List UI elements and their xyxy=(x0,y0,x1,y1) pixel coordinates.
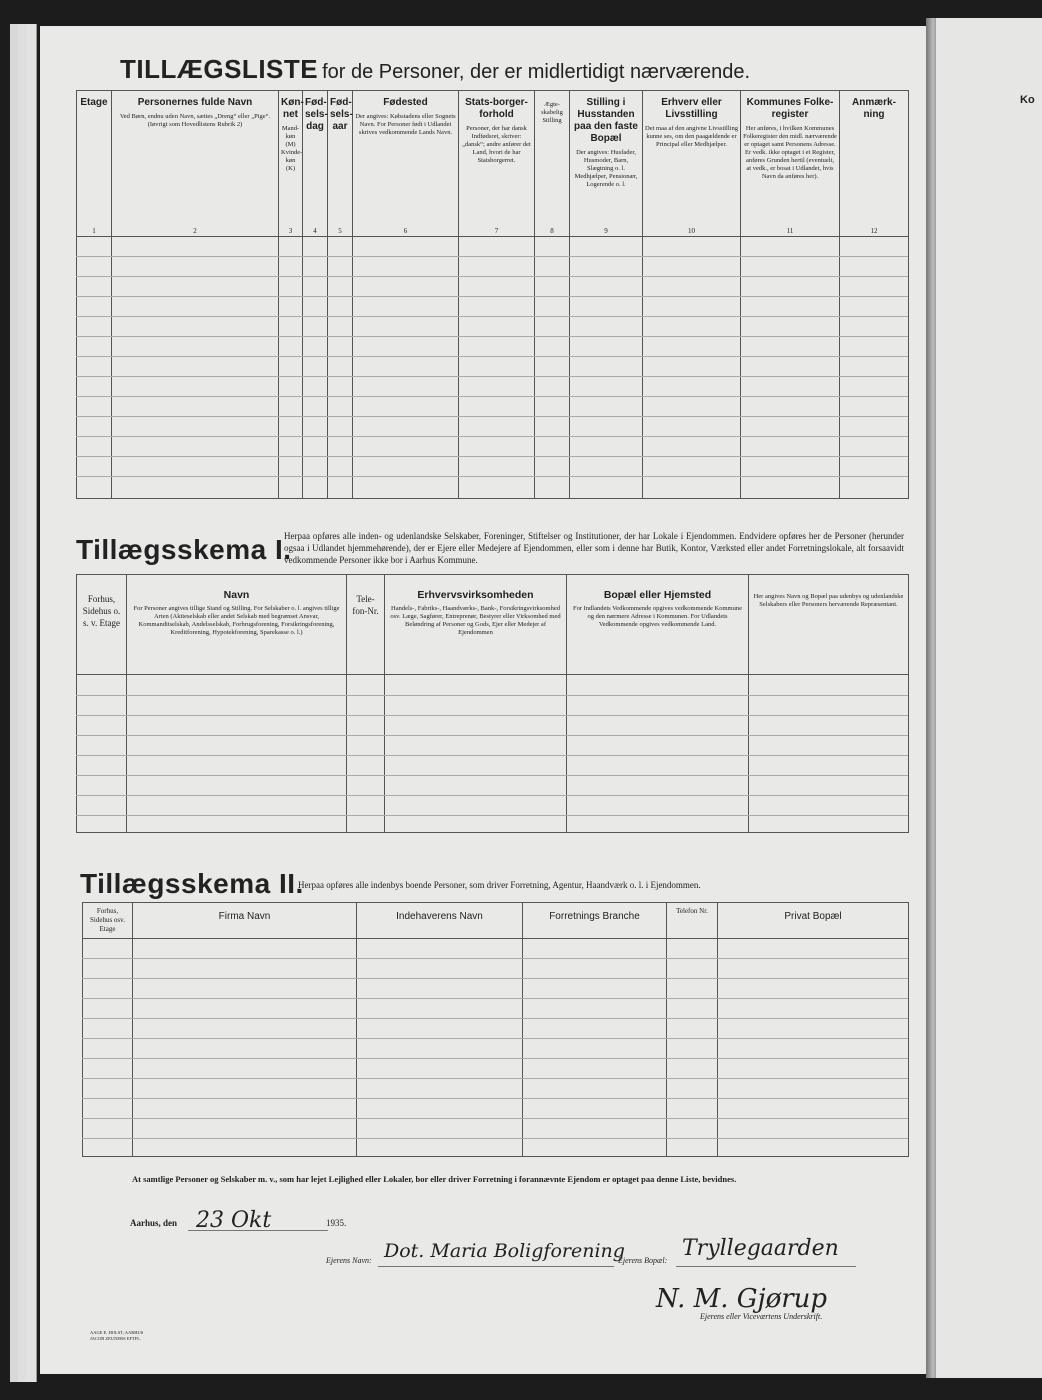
footer-statement: At samtlige Personer og Selskaber m. v., som har lejet Lejlighed eller Lokaler, bor eller driver Forretning i forannævnte Ejendom er optaget paa denne Liste, bevidnes. xyxy=(132,1174,737,1184)
skema1-body-cell[interactable] xyxy=(749,675,909,833)
ruled-line xyxy=(82,958,908,959)
ruled-line xyxy=(82,1098,908,1099)
ruled-line xyxy=(76,396,908,397)
list-title xyxy=(120,54,750,85)
skema2-body-cell[interactable] xyxy=(718,939,909,1157)
list-col-note: Ægte-skabelig Stilling xyxy=(541,101,563,124)
skema2-title: Tillægsskema II. xyxy=(80,868,304,899)
list-header-col-5 xyxy=(328,91,353,237)
skema2-header-col-3 xyxy=(357,903,523,939)
list-col-note: Der angives: Købstadens eller Sognets Navn. For Personer født i Udlandet skrives vedkommende Lands Navn. xyxy=(355,113,456,136)
skema1-header-col-6 xyxy=(749,575,909,675)
ruled-line xyxy=(76,476,908,477)
skema1-body-cell[interactable] xyxy=(567,675,749,833)
list-header-col-9 xyxy=(570,91,643,237)
list-header-col-10 xyxy=(643,91,741,237)
skema1-col-note: Tele-fon-Nr. xyxy=(352,594,379,616)
ruled-line xyxy=(76,815,908,816)
skema2-col-title: Telefon Nr. xyxy=(676,907,708,915)
skema2-header-col-5 xyxy=(667,903,718,939)
right-page xyxy=(936,18,1042,1378)
list-col-number: 8 xyxy=(550,227,554,235)
skema2-body-cell[interactable] xyxy=(523,939,667,1157)
list-col-title: Fød-sels-aar xyxy=(330,97,353,132)
list-header-col-8 xyxy=(535,91,570,237)
list-header-col-1 xyxy=(77,91,112,237)
ruled-line xyxy=(82,1118,908,1119)
ruled-line xyxy=(76,775,908,776)
skema1-col-title: Bopæl eller Hjemsted xyxy=(603,589,712,601)
skema1-body-cell[interactable] xyxy=(77,675,127,833)
list-col-note: Ved Børn, endnu uden Navn, sættes „Dreng“ eller „Pige“. (Iøvrigt som Hovedlistens Rubrik 2) xyxy=(119,113,271,128)
skema2-col-title: Forhus, Sidehus osv. Etage xyxy=(90,907,125,933)
ruled-line xyxy=(76,356,908,357)
ruled-line xyxy=(76,376,908,377)
list-header-col-2 xyxy=(112,91,279,237)
skema2-col-title: Firma Navn xyxy=(218,911,271,922)
list-col-number: 1 xyxy=(92,227,96,235)
skema1-col-note: For Indlandets Vedkommende opgives vedkommende Kommune og den nærmere Adresse i Kommunen. For Udlandets Vedkommende opgives vedkommende Land. xyxy=(572,605,743,628)
main-list-table xyxy=(76,90,909,499)
skema2-body-cell[interactable] xyxy=(133,939,357,1157)
list-col-number: 2 xyxy=(193,227,197,235)
skema1-intro: Herpaa opføres alle inden- og udenlandske Selskaber, Foreninger, Stiftelser og Institutioner, der har Lokale i Ejendommen. Endvidere opføres her de Personer (herunder ogsaa i Udlandet hjemmehørende), der er Ejere eller Medejere af Ejendommen, eller som i denne har Butik, Kontor, Værksted eller andet Forretningslokale, alt forsaavidt vedkommende Personer ikke bor i Aarhus Kommune. xyxy=(284,531,904,565)
skema1-body-cell[interactable] xyxy=(385,675,567,833)
date-handwritten: 23 Okt xyxy=(196,1208,272,1233)
skema1-body-cell[interactable] xyxy=(347,675,385,833)
skema1-header-col-1 xyxy=(77,575,127,675)
list-header-col-7 xyxy=(459,91,535,237)
skema2-header-col-6 xyxy=(718,903,909,939)
list-col-title: Kommunes Folke-register xyxy=(746,97,834,120)
ruled-line xyxy=(82,1038,908,1039)
list-header-col-6 xyxy=(353,91,459,237)
ruled-line xyxy=(76,795,908,796)
printer-imprint: AAGE E. HOLST, AARHUS JACOB ZEUNERS EFTFL. xyxy=(90,1330,144,1341)
list-col-number: 7 xyxy=(494,227,499,235)
skema1-col-title: Erhvervsvirksomheden xyxy=(417,589,534,601)
list-col-number: 12 xyxy=(870,227,878,235)
ruled-line xyxy=(76,735,908,736)
list-col-title: Anmærk-ning xyxy=(852,97,896,120)
list-col-note: Her anføres, i hvilken Kommunes Folkeregister den midl. nærværende er optaget samt Personens Adresse. Er vedk. ikke optaget i et Register, anføres Grunden hertil (eventuelt, at vedk., er bosat i Udlandet, hvis Navn da anføres her). xyxy=(743,125,837,180)
list-col-title: Stats-borger-forhold xyxy=(465,97,528,120)
skema2-col-title: Privat Bopæl xyxy=(784,911,842,922)
list-title-rest: for de Personer, der er midlertidigt nærværende. xyxy=(322,61,751,83)
list-col-note: Det maa af den angivne Livsstilling kunne ses, om den paagældende er Principal eller Medhjælper. xyxy=(645,125,738,148)
skema1-col-note: Handels-, Fabriks-, Haandværks-, Bank-, Forsikringsvirksomhed osv. Læge, Sagfører, Entreprenør, Bestyrer eller Virksomhed med Beløndring af Personer og Gods, Ejer eller Medejer af Ejendommen xyxy=(390,605,561,636)
signature-handwritten: N. M. Gjørup xyxy=(656,1284,828,1314)
ruled-line xyxy=(76,695,908,696)
skema1-body-cell[interactable] xyxy=(127,675,347,833)
skema1-col-note: Her angives Navn og Bopæl paa udenbys og udenlandske Selskabers eller Personers herværende Repræsentant. xyxy=(753,593,904,608)
skema2-col-title: Forretnings Branche xyxy=(549,911,640,922)
skema1-header-col-3 xyxy=(347,575,385,675)
skema2-body-cell[interactable] xyxy=(357,939,523,1157)
list-header-col-4 xyxy=(303,91,328,237)
skema2-body-cell[interactable] xyxy=(83,939,133,1157)
list-col-title: Stilling i Husstanden paa den faste Bopæl xyxy=(574,97,638,144)
skema1-col-title: Navn xyxy=(223,589,250,601)
list-col-title: Etage xyxy=(80,97,108,108)
owner-address-label: Ejerens Bopæl: xyxy=(618,1256,668,1265)
list-col-number: 4 xyxy=(313,227,317,235)
ruled-line xyxy=(82,1138,908,1139)
list-header-col-11 xyxy=(741,91,840,237)
list-col-title: Personernes fulde Navn xyxy=(137,97,253,108)
ruled-line xyxy=(82,1018,908,1019)
owner-name-line xyxy=(378,1266,614,1267)
list-col-title: Køn-net xyxy=(281,97,304,120)
footer-city: Aarhus, den xyxy=(130,1218,178,1228)
ruled-line xyxy=(76,436,908,437)
skema2-intro: Herpaa opføres alle indenbys boende Personer, som driver Forretning, Agentur, Haandværk o. l. i Ejendommen. xyxy=(298,880,701,890)
list-col-number: 10 xyxy=(688,227,695,235)
list-col-note: Personer, der har dansk Indfødsret, skriver: „dansk“; andre anfører det Land, hvori de har Statsborgerret. xyxy=(462,125,531,164)
right-page-fragment: Ko xyxy=(1020,94,1035,106)
list-col-number: 5 xyxy=(338,227,342,235)
ruled-line xyxy=(82,1078,908,1079)
ruled-line xyxy=(76,276,908,277)
skema1-title: Tillægsskema I. xyxy=(76,534,292,565)
skema1-header-col-4 xyxy=(385,575,567,675)
owner-address-line xyxy=(676,1266,856,1267)
list-col-number: 3 xyxy=(288,227,293,235)
footer-year: 1935. xyxy=(326,1218,347,1228)
list-col-note: Der angives: Husfader, Husmoder, Barn, Slægtning o. l. Medhjælper, Pensionær, Logerende o. l. xyxy=(574,149,638,188)
skema1-header-col-2 xyxy=(127,575,347,675)
list-header-col-12 xyxy=(840,91,909,237)
skema1-col-note: Forhus, Sidehus o. s. v. Etage xyxy=(82,594,121,628)
owner-name-handwritten: Dot. Maria Boligforening xyxy=(384,1240,625,1262)
list-col-title: Fødested xyxy=(383,97,428,108)
ruled-line xyxy=(76,755,908,756)
ruled-line xyxy=(76,416,908,417)
skema1-header-col-5 xyxy=(567,575,749,675)
ruled-line xyxy=(76,296,908,297)
ruled-line xyxy=(82,978,908,979)
list-col-title: Erhverv eller Livsstilling xyxy=(661,97,722,120)
skema2-header-col-1 xyxy=(83,903,133,939)
list-header-col-3 xyxy=(279,91,303,237)
list-col-note: Mand-køn (M) Kvinde-køn (K) xyxy=(281,125,303,172)
ruled-line xyxy=(82,998,908,999)
list-title-main: TILLÆGSLISTE xyxy=(120,54,319,84)
skema2-header-col-2 xyxy=(133,903,357,939)
skema2-col-title: Indehaverens Navn xyxy=(396,911,483,922)
list-col-number: 6 xyxy=(403,227,408,235)
skema2-body-cell[interactable] xyxy=(667,939,718,1157)
skema2-header-col-4 xyxy=(523,903,667,939)
ruled-line xyxy=(82,1058,908,1059)
ruled-line xyxy=(76,715,908,716)
ruled-line xyxy=(76,336,908,337)
owner-name-label: Ejerens Navn: xyxy=(326,1256,372,1265)
ruled-line xyxy=(76,256,908,257)
list-col-number: 9 xyxy=(604,227,608,235)
list-col-title: Fød-sels-dag xyxy=(305,97,328,132)
ruled-line xyxy=(76,316,908,317)
signature-label: Ejerens eller Viceværtens Underskrift. xyxy=(700,1312,823,1321)
list-col-number: 11 xyxy=(786,227,794,235)
ruled-line xyxy=(76,456,908,457)
skema1-col-note: For Personer angives tillige Stand og Stilling. For Selskaber o. l. angives tillige Arten (Aktieselskab eller andet Selskab med begrænset Ansvar, Kommanditselskab, Andelsselskab, Forbrugsforening, Forsikringsforening, Kreditforening, Hypotekforening, Sparekasse o. l.) xyxy=(133,605,340,636)
owner-address-handwritten: Tryllegaarden xyxy=(682,1236,839,1261)
